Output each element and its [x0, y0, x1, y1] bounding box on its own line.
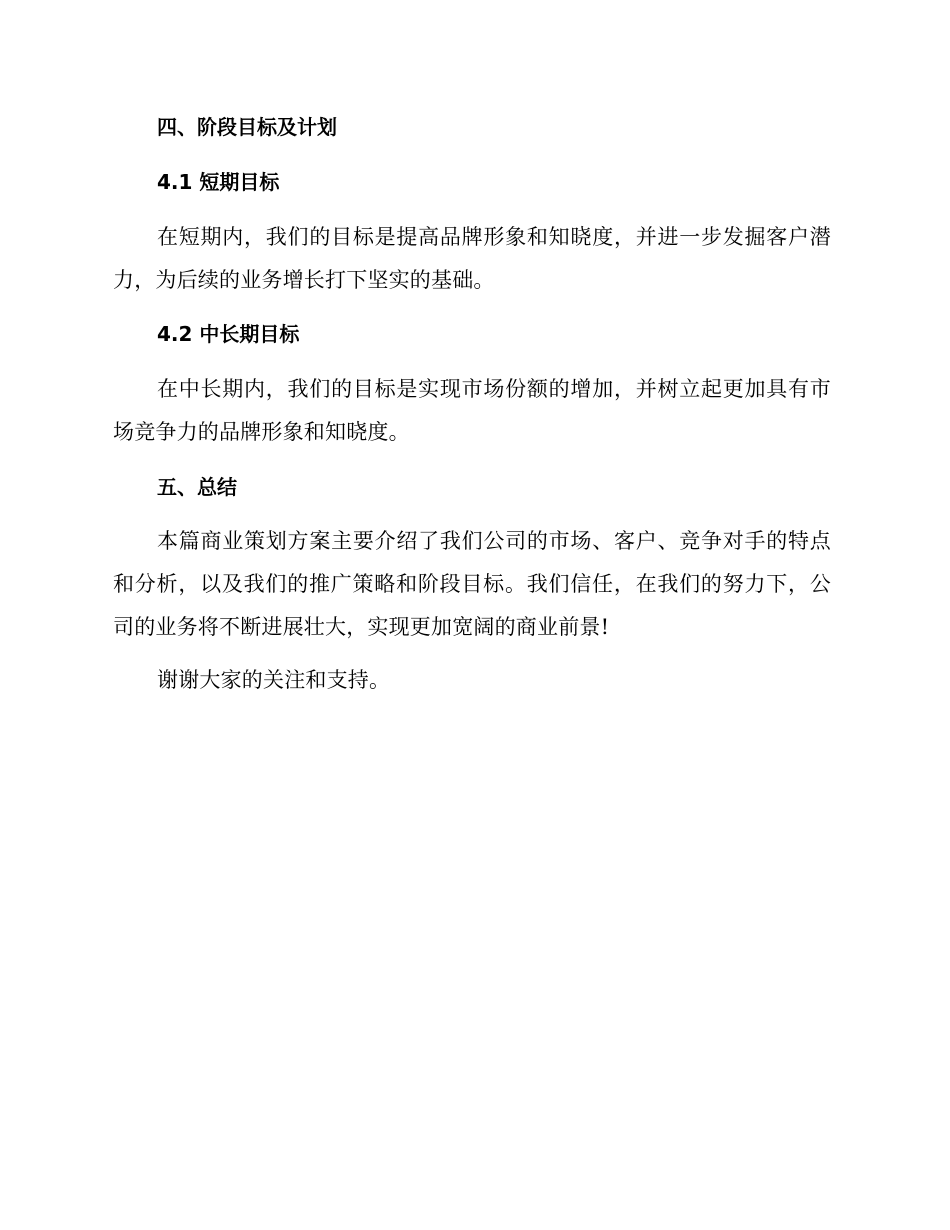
section-5-heading: 五、总结: [157, 475, 237, 499]
summary-paragraph: 本篇商业策划方案主要介绍了我们公司的市场、客户、竞争对手的特点和分析，以及我们的推广策略和阶段目标。我们信任，在我们的努力下，公司的业务将不断进展壮大，实现更加宽阔的商业前景!: [113, 529, 831, 639]
mid-long-term-goal-paragraph: 在中长期内，我们的目标是实现市场份额的增加，并树立起更加具有市场竞争力的品牌形象和知晓度。: [113, 377, 831, 444]
short-term-goal-paragraph: 在短期内，我们的目标是提高品牌形象和知晓度，并进一步发掘客户潜力，为后续的业务增长打下坚实的基础。: [113, 225, 831, 292]
subsection-4-1-heading: 4.1 短期目标: [157, 170, 280, 194]
subsection-4-2-heading: 4.2 中长期目标: [157, 322, 300, 346]
section-4-heading: 四、阶段目标及计划: [157, 115, 337, 139]
closing-paragraph: 谢谢大家的关注和支持。: [157, 668, 391, 692]
